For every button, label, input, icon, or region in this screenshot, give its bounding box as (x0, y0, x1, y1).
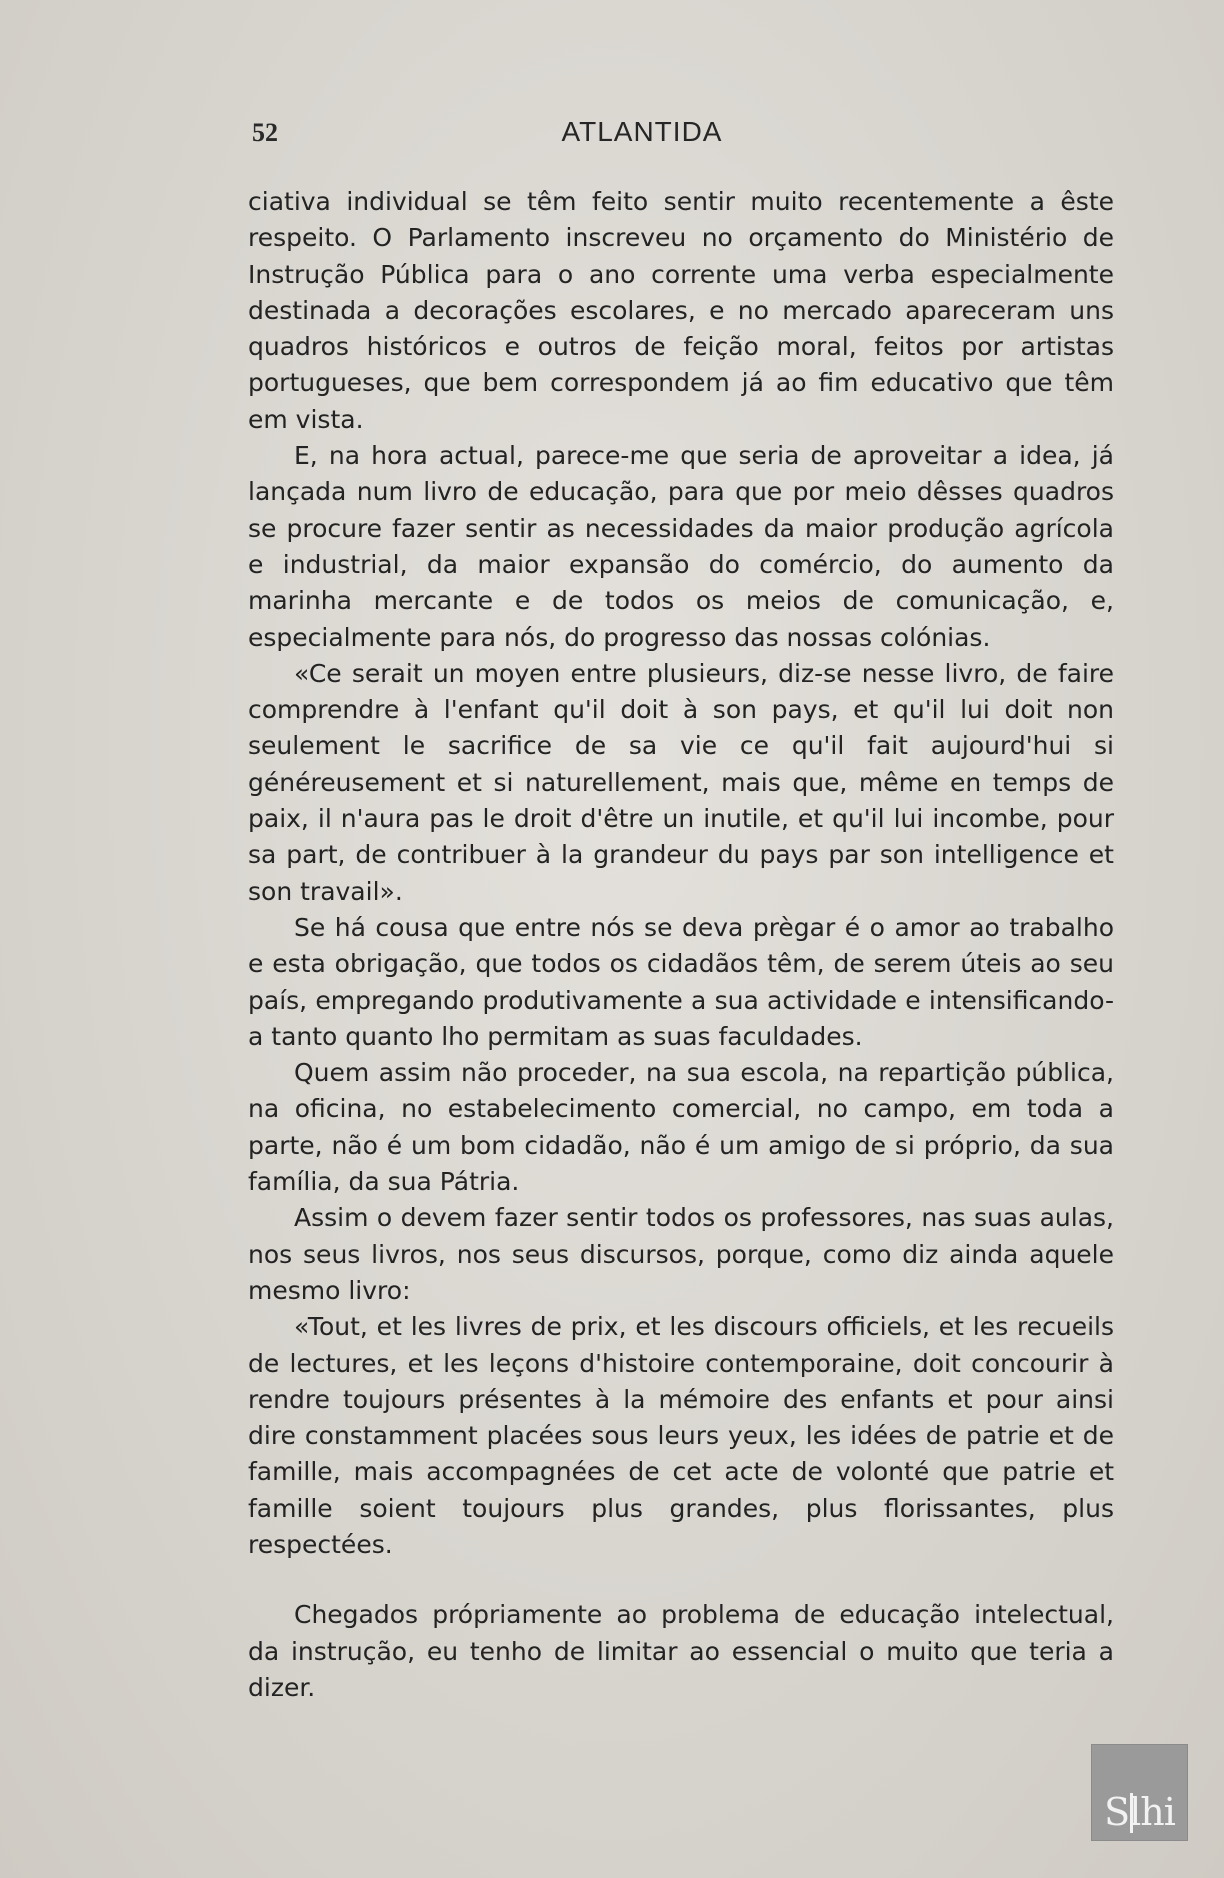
paragraph-3-quote: «Ce serait un moyen entre plusieurs, diz-se nesse livro, de faire comprendre à l'enfant qu'il doit à son pays, et qu'il lui doit non seulement le sacrifice de sa vie ce qu'il fait aujourd'hui si généreusement et si naturellement, mais que, même en temps de paix, il n'aura pas le droit d'être un inutile, et qu'il lui incombe, pour sa part, de contribuer à la grandeur du pays par son intelligence et son travail». (248, 658, 1114, 906)
paragraph-6: Assim o devem fazer sentir todos os professores, nas suas aulas, nos seus livros, nos seus discursos, porque, como diz ainda aquele mesmo livro: (248, 1203, 1114, 1305)
paragraph-7-quote: «Tout, et les livres de prix, et les discours officiels, et les recueils de lectures, et les leçons d'histoire contemporaine, doit concourir à rendre toujours présentes à la mémoire des enfants et pour ainsi dire constamment placées sous leurs yeux, les idées de patrie et de famille, mais accompagnées de cet acte de volonté que patrie et famille soient toujours plus grandes, plus florissantes, plus respectées. (248, 1312, 1114, 1559)
body-text (248, 184, 1114, 1706)
stamp-text: Slhi (1104, 1790, 1175, 1834)
page-header (252, 112, 1112, 152)
page-number: 52 (252, 118, 278, 147)
paragraph-5: Quem assim não proceder, na sua escola, na repartição pública, na oficina, no estabelecimento comercial, no campo, em toda a parte, não é um bom cidadão, não é um amigo de si próprio, da sua família, da sua Pátria. (248, 1058, 1114, 1197)
paragraph-4: Se há cousa que entre nós se deva prègar é o amor ao trabalho e esta obrigação, que todos os cidadãos têm, de serem úteis ao seu país, empregando produtivamente a sua actividade e intensificando-a tanto quanto lho permitam as suas faculdades. (248, 912, 1114, 1051)
paragraph-8: Chegados própriamente ao problema de educação intelectual, da instrução, eu tenho de limitar ao essencial o muito que teria a dizer. (248, 1600, 1114, 1702)
library-stamp-logo (1091, 1744, 1188, 1841)
paragraph-2: E, na hora actual, parece-me que seria de aproveitar a idea, já lançada num livro de educação, para que por meio dêsses quadros se procure fazer sentir as necessidades da maior produção agrícola e industrial, da maior expansão do comércio, do aumento da marinha mercante e de todos os meios de comunicação, e, especialmente para nós, do progresso das nossas colónias. (248, 441, 1114, 652)
paragraph-1: ciativa individual se têm feito sentir muito recentemente a êste respeito. O Parlamento inscreveu no orçamento do Ministério de Instrução Pública para o ano corrente uma verba especialmente destinada a decorações escolares, e no mercado apareceram uns quadros históricos e outros de feição moral, feitos por artistas portugueses, que bem correspondem já ao fim educativo que têm em vista. (248, 187, 1114, 434)
running-title: ATLANTIDA (561, 116, 723, 147)
